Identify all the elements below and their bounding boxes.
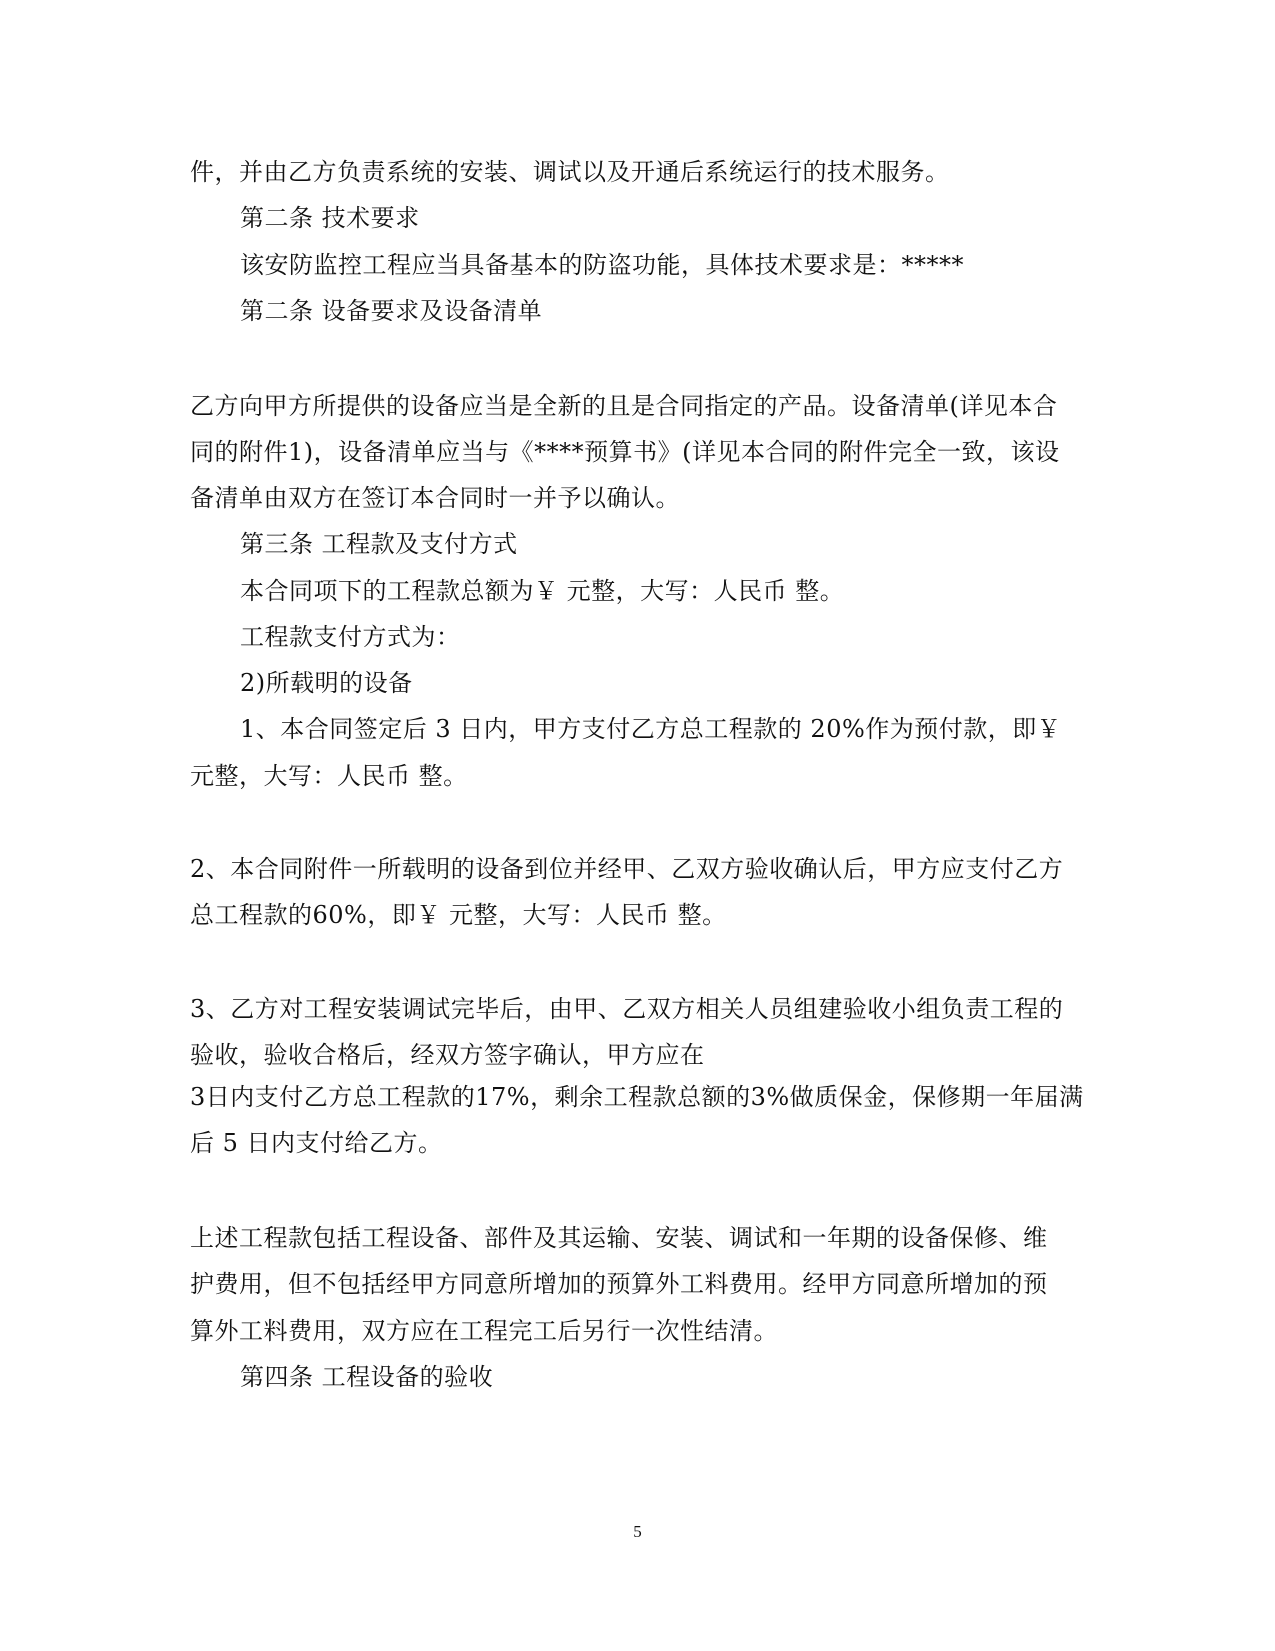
section-heading: 第四条 工程设备的验收 xyxy=(240,1363,494,1391)
page-number: 5 xyxy=(633,1522,642,1541)
paragraph-line: 同的附件1)，设备清单应当与《****预算书》(详见本合同的附件完全一致，该设 xyxy=(190,438,1060,466)
paragraph-line: 2、本合同附件一所载明的设备到位并经甲、乙双方验收确认后，甲方应支付乙方 xyxy=(190,855,1064,883)
paragraph-line: 件，并由乙方负责系统的安装、调试以及开通后系统运行的技术服务。 xyxy=(190,158,950,186)
paragraph-line: 元整，大写：人民币 整。 xyxy=(190,762,468,790)
paragraph-line: 3、乙方对工程安装调试完毕后，由甲、乙双方相关人员组建验收小组负责工程的 xyxy=(190,995,1064,1023)
paragraph-line: 2)所载明的设备 xyxy=(240,669,413,697)
paragraph-line: 总工程款的60%，即￥ 元整，大写：人民币 整。 xyxy=(190,901,727,929)
paragraph-line: 本合同项下的工程款总额为￥ 元整，大写：人民币 整。 xyxy=(240,577,845,605)
section-heading: 第三条 工程款及支付方式 xyxy=(240,530,518,558)
paragraph-line: 护费用，但不包括经甲方同意所增加的预算外工料费用。经甲方同意所增加的预 xyxy=(190,1270,1048,1298)
paragraph-line: 算外工料费用，双方应在工程完工后另行一次性结清。 xyxy=(190,1317,778,1345)
section-heading: 第二条 设备要求及设备清单 xyxy=(240,297,543,325)
paragraph-line: 乙方向甲方所提供的设备应当是全新的且是合同指定的产品。设备清单(详见本合 xyxy=(190,392,1058,420)
paragraph-line: 1、本合同签定后 3 日内，甲方支付乙方总工程款的 20%作为预付款，即￥ xyxy=(240,715,1062,743)
section-heading: 第二条 技术要求 xyxy=(240,204,420,232)
paragraph-line: 该安防监控工程应当具备基本的防盗功能，具体技术要求是：***** xyxy=(240,251,964,279)
paragraph-line: 工程款支付方式为： xyxy=(240,623,461,651)
paragraph-line: 备清单由双方在签订本合同时一并予以确认。 xyxy=(190,484,680,512)
paragraph-line: 上述工程款包括工程设备、部件及其运输、安装、调试和一年期的设备保修、维 xyxy=(190,1224,1048,1252)
paragraph-line: 验收，验收合格后，经双方签字确认，甲方应在 xyxy=(190,1041,705,1069)
paragraph-line: 后 5 日内支付给乙方。 xyxy=(190,1129,443,1157)
paragraph-line: 3日内支付乙方总工程款的17%，剩余工程款总额的3%做质保金，保修期一年届满 xyxy=(190,1083,1084,1111)
